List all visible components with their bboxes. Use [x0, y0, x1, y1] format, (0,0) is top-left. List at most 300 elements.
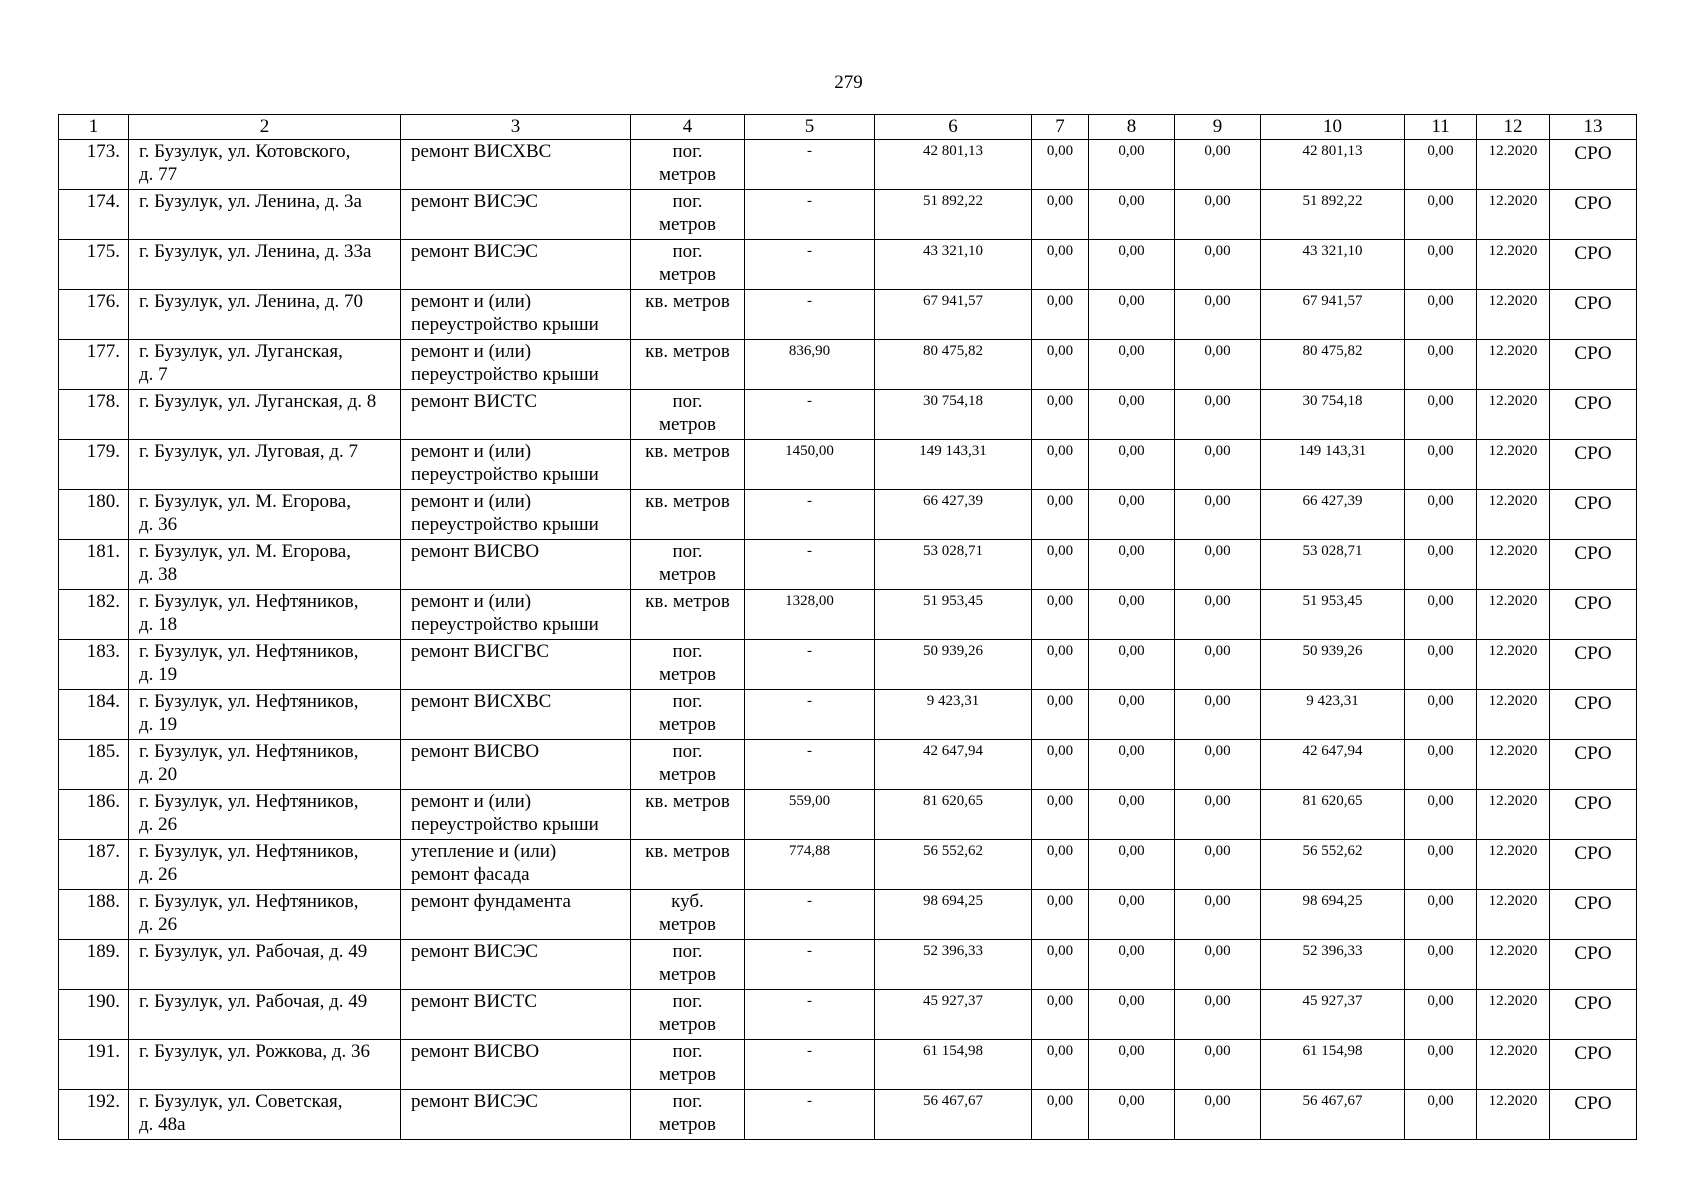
value-cell-8: 0,00 — [1089, 140, 1175, 190]
address-cell — [129, 290, 401, 340]
total-cost-cell: 51 892,22 — [875, 190, 1032, 240]
value-cell-7: 0,00 — [1032, 340, 1089, 390]
address-cell-line: г. Бузулук, ул. Котовского, — [139, 141, 351, 162]
value-cell-7: 0,00 — [1032, 1040, 1089, 1090]
value-cell-9: 0,00 — [1175, 1090, 1261, 1140]
unit-cell-line: метров — [659, 264, 716, 285]
date-cell: 12.2020 — [1477, 340, 1550, 390]
value-cell-7: 0,00 — [1032, 1090, 1089, 1140]
address-cell — [129, 940, 401, 990]
work-type-cell-line: ремонт ВИСВО — [411, 741, 540, 762]
address-cell-line: г. Бузулук, ул. Советская, — [139, 1091, 343, 1112]
unit-cell — [631, 290, 745, 340]
method-cell: СРО — [1550, 740, 1637, 790]
value-cell-9: 0,00 — [1175, 140, 1261, 190]
area-cell: - — [745, 390, 875, 440]
work-type-cell — [401, 640, 631, 690]
total-cost-cell: 42 647,94 — [875, 740, 1032, 790]
work-type-cell — [401, 890, 631, 940]
work-type-cell-line: ремонт ВИСЭС — [411, 941, 538, 962]
method-cell: СРО — [1550, 690, 1637, 740]
unit-cell-line: пог. — [672, 991, 703, 1012]
value-cell-9: 0,00 — [1175, 840, 1261, 890]
value-cell-9: 0,00 — [1175, 240, 1261, 290]
unit-cell-line: кв. метров — [645, 791, 730, 812]
address-cell-line: д. 36 — [139, 514, 178, 535]
address-cell — [129, 140, 401, 190]
area-cell: - — [745, 240, 875, 290]
total-cost-cell: 56 467,67 — [875, 1090, 1032, 1140]
area-cell: - — [745, 740, 875, 790]
column-number-header: 12 — [1477, 115, 1550, 140]
value-cell-9: 0,00 — [1175, 740, 1261, 790]
address-cell-line: д. 26 — [139, 814, 178, 835]
work-type-cell-line: утепление и (или) — [411, 841, 557, 862]
area-cell: 1450,00 — [745, 440, 875, 490]
address-cell-line: д. 7 — [139, 364, 168, 385]
table-row — [59, 340, 1637, 390]
date-cell: 12.2020 — [1477, 640, 1550, 690]
row-number: 189. — [59, 940, 129, 990]
value-cell-8: 0,00 — [1089, 340, 1175, 390]
row-number: 173. — [59, 140, 129, 190]
address-cell — [129, 790, 401, 840]
unit-cell-line: кв. метров — [645, 591, 730, 612]
area-cell: - — [745, 190, 875, 240]
area-cell: - — [745, 890, 875, 940]
value-cell-8: 0,00 — [1089, 1090, 1175, 1140]
row-number: 191. — [59, 1040, 129, 1090]
unit-cell-line: пог. — [672, 941, 703, 962]
row-number: 180. — [59, 490, 129, 540]
total-cost-cell: 61 154,98 — [875, 1040, 1032, 1090]
value-cell-11: 0,00 — [1405, 940, 1477, 990]
date-cell: 12.2020 — [1477, 1040, 1550, 1090]
unit-cell-line: пог. — [672, 1091, 703, 1112]
work-type-cell-line: переустройство крыши — [411, 514, 599, 535]
row-number: 179. — [59, 440, 129, 490]
fund-cost-cell: 66 427,39 — [1261, 490, 1405, 540]
table-row — [59, 190, 1637, 240]
row-number: 182. — [59, 590, 129, 640]
value-cell-7: 0,00 — [1032, 140, 1089, 190]
value-cell-7: 0,00 — [1032, 690, 1089, 740]
unit-cell-line: кв. метров — [645, 441, 730, 462]
work-type-cell-line: ремонт ВИСТС — [411, 391, 538, 412]
date-cell: 12.2020 — [1477, 590, 1550, 640]
unit-cell-line: метров — [659, 414, 716, 435]
address-cell-line: г. Бузулук, ул. Ленина, д. 3а — [139, 191, 362, 212]
method-cell: СРО — [1550, 390, 1637, 440]
date-cell: 12.2020 — [1477, 940, 1550, 990]
address-cell-line: д. 20 — [139, 764, 178, 785]
value-cell-9: 0,00 — [1175, 1040, 1261, 1090]
area-cell: 559,00 — [745, 790, 875, 840]
area-cell: - — [745, 640, 875, 690]
value-cell-7: 0,00 — [1032, 740, 1089, 790]
work-type-cell — [401, 590, 631, 640]
table-body — [59, 140, 1637, 1140]
value-cell-8: 0,00 — [1089, 590, 1175, 640]
column-number-header: 3 — [401, 115, 631, 140]
work-type-cell-line: ремонт фундамента — [411, 891, 571, 912]
work-type-cell — [401, 1090, 631, 1140]
value-cell-9: 0,00 — [1175, 940, 1261, 990]
value-cell-8: 0,00 — [1089, 640, 1175, 690]
unit-cell-line: куб. — [671, 891, 704, 912]
work-type-cell — [401, 440, 631, 490]
fund-cost-cell: 50 939,26 — [1261, 640, 1405, 690]
total-cost-cell: 149 143,31 — [875, 440, 1032, 490]
method-cell: СРО — [1550, 340, 1637, 390]
table-row — [59, 290, 1637, 340]
unit-cell-line: метров — [659, 164, 716, 185]
row-number: 188. — [59, 890, 129, 940]
value-cell-9: 0,00 — [1175, 990, 1261, 1040]
value-cell-7: 0,00 — [1032, 990, 1089, 1040]
value-cell-8: 0,00 — [1089, 290, 1175, 340]
unit-cell-line: пог. — [672, 741, 703, 762]
address-cell — [129, 890, 401, 940]
address-cell-line: г. Бузулук, ул. Ленина, д. 33а — [139, 241, 372, 262]
area-cell: - — [745, 140, 875, 190]
work-type-cell — [401, 940, 631, 990]
address-cell-line: г. Бузулук, ул. Нефтяников, — [139, 741, 359, 762]
value-cell-7: 0,00 — [1032, 240, 1089, 290]
address-cell-line: д. 18 — [139, 614, 178, 635]
row-number: 184. — [59, 690, 129, 740]
value-cell-11: 0,00 — [1405, 340, 1477, 390]
date-cell: 12.2020 — [1477, 390, 1550, 440]
value-cell-11: 0,00 — [1405, 890, 1477, 940]
column-number-header: 11 — [1405, 115, 1477, 140]
fund-cost-cell: 9 423,31 — [1261, 690, 1405, 740]
work-type-cell — [401, 390, 631, 440]
total-cost-cell: 51 953,45 — [875, 590, 1032, 640]
value-cell-9: 0,00 — [1175, 340, 1261, 390]
table-row — [59, 1040, 1637, 1090]
address-cell-line: д. 77 — [139, 164, 178, 185]
value-cell-11: 0,00 — [1405, 1090, 1477, 1140]
address-cell-line: г. Бузулук, ул. Рабочая, д. 49 — [139, 991, 368, 1012]
total-cost-cell: 98 694,25 — [875, 890, 1032, 940]
address-cell-line: г. Бузулук, ул. Нефтяников, — [139, 791, 359, 812]
total-cost-cell: 43 321,10 — [875, 240, 1032, 290]
unit-cell — [631, 140, 745, 190]
table-row — [59, 690, 1637, 740]
work-type-cell — [401, 540, 631, 590]
value-cell-8: 0,00 — [1089, 190, 1175, 240]
work-type-cell-line: ремонт ВИСТС — [411, 991, 538, 1012]
method-cell: СРО — [1550, 240, 1637, 290]
address-cell-line: д. 48а — [139, 1114, 186, 1135]
value-cell-8: 0,00 — [1089, 390, 1175, 440]
work-type-cell-line: переустройство крыши — [411, 464, 599, 485]
column-number-header: 1 — [59, 115, 129, 140]
value-cell-8: 0,00 — [1089, 690, 1175, 740]
column-number-row — [59, 115, 1637, 140]
work-type-cell-line: ремонт ВИСЭС — [411, 1091, 538, 1112]
row-number: 186. — [59, 790, 129, 840]
fund-cost-cell: 98 694,25 — [1261, 890, 1405, 940]
address-cell — [129, 440, 401, 490]
fund-cost-cell: 67 941,57 — [1261, 290, 1405, 340]
address-cell — [129, 640, 401, 690]
date-cell: 12.2020 — [1477, 690, 1550, 740]
unit-cell — [631, 440, 745, 490]
total-cost-cell: 42 801,13 — [875, 140, 1032, 190]
fund-cost-cell: 81 620,65 — [1261, 790, 1405, 840]
address-cell-line: г. Бузулук, ул. Нефтяников, — [139, 841, 359, 862]
unit-cell-line: пог. — [672, 691, 703, 712]
value-cell-11: 0,00 — [1405, 240, 1477, 290]
work-type-cell-line: ремонт и (или) — [411, 341, 532, 362]
date-cell: 12.2020 — [1477, 790, 1550, 840]
work-type-cell-line: ремонт ВИСЭС — [411, 241, 538, 262]
row-number: 181. — [59, 540, 129, 590]
page-number: 279 — [834, 72, 863, 93]
method-cell: СРО — [1550, 890, 1637, 940]
table-row — [59, 990, 1637, 1040]
fund-cost-cell: 56 552,62 — [1261, 840, 1405, 890]
date-cell: 12.2020 — [1477, 540, 1550, 590]
fund-cost-cell: 149 143,31 — [1261, 440, 1405, 490]
area-cell: - — [745, 940, 875, 990]
date-cell: 12.2020 — [1477, 440, 1550, 490]
address-cell-line: г. Бузулук, ул. М. Егорова, — [139, 491, 351, 512]
address-cell-line: д. 19 — [139, 714, 178, 735]
unit-cell-line: метров — [659, 1064, 716, 1085]
date-cell: 12.2020 — [1477, 290, 1550, 340]
method-cell: СРО — [1550, 140, 1637, 190]
value-cell-8: 0,00 — [1089, 940, 1175, 990]
value-cell-9: 0,00 — [1175, 540, 1261, 590]
date-cell: 12.2020 — [1477, 240, 1550, 290]
address-cell-line: г. Бузулук, ул. Луговая, д. 7 — [139, 441, 359, 462]
table-row — [59, 740, 1637, 790]
method-cell: СРО — [1550, 590, 1637, 640]
unit-cell-line: метров — [659, 564, 716, 585]
table-row — [59, 790, 1637, 840]
unit-cell — [631, 490, 745, 540]
area-cell: - — [745, 1040, 875, 1090]
table-row — [59, 240, 1637, 290]
unit-cell — [631, 690, 745, 740]
unit-cell-line: кв. метров — [645, 841, 730, 862]
value-cell-7: 0,00 — [1032, 940, 1089, 990]
address-cell — [129, 740, 401, 790]
value-cell-9: 0,00 — [1175, 490, 1261, 540]
unit-cell — [631, 790, 745, 840]
address-cell — [129, 840, 401, 890]
work-type-cell-line: переустройство крыши — [411, 614, 599, 635]
work-type-cell-line: ремонт ВИСГВС — [411, 641, 550, 662]
address-cell-line: г. Бузулук, ул. М. Егорова, — [139, 541, 351, 562]
unit-cell-line: кв. метров — [645, 291, 730, 312]
value-cell-11: 0,00 — [1405, 540, 1477, 590]
value-cell-8: 0,00 — [1089, 540, 1175, 590]
unit-cell — [631, 590, 745, 640]
address-cell — [129, 540, 401, 590]
method-cell: СРО — [1550, 990, 1637, 1040]
table-row — [59, 890, 1637, 940]
table-row — [59, 840, 1637, 890]
address-cell — [129, 190, 401, 240]
value-cell-9: 0,00 — [1175, 890, 1261, 940]
value-cell-7: 0,00 — [1032, 490, 1089, 540]
value-cell-11: 0,00 — [1405, 190, 1477, 240]
row-number: 178. — [59, 390, 129, 440]
value-cell-9: 0,00 — [1175, 640, 1261, 690]
unit-cell-line: метров — [659, 714, 716, 735]
fund-cost-cell: 45 927,37 — [1261, 990, 1405, 1040]
unit-cell — [631, 940, 745, 990]
total-cost-cell: 66 427,39 — [875, 490, 1032, 540]
unit-cell — [631, 540, 745, 590]
value-cell-8: 0,00 — [1089, 1040, 1175, 1090]
unit-cell — [631, 340, 745, 390]
address-cell — [129, 240, 401, 290]
table-row — [59, 390, 1637, 440]
row-number: 183. — [59, 640, 129, 690]
value-cell-9: 0,00 — [1175, 440, 1261, 490]
fund-cost-cell: 30 754,18 — [1261, 390, 1405, 440]
fund-cost-cell: 51 892,22 — [1261, 190, 1405, 240]
unit-cell-line: пог. — [672, 241, 703, 262]
value-cell-7: 0,00 — [1032, 290, 1089, 340]
value-cell-9: 0,00 — [1175, 690, 1261, 740]
unit-cell-line: метров — [659, 664, 716, 685]
work-type-cell — [401, 990, 631, 1040]
area-cell: - — [745, 540, 875, 590]
total-cost-cell: 9 423,31 — [875, 690, 1032, 740]
value-cell-11: 0,00 — [1405, 390, 1477, 440]
unit-cell — [631, 190, 745, 240]
fund-cost-cell: 56 467,67 — [1261, 1090, 1405, 1140]
unit-cell-line: метров — [659, 1014, 716, 1035]
work-type-cell-line: ремонт ВИСХВС — [411, 691, 552, 712]
address-cell-line: г. Бузулук, ул. Луганская, д. 8 — [139, 391, 377, 412]
address-cell-line: г. Бузулук, ул. Рабочая, д. 49 — [139, 941, 368, 962]
repair-schedule-table — [58, 114, 1637, 1140]
unit-cell — [631, 640, 745, 690]
fund-cost-cell: 51 953,45 — [1261, 590, 1405, 640]
area-cell: 836,90 — [745, 340, 875, 390]
area-cell: 1328,00 — [745, 590, 875, 640]
work-type-cell-line: ремонт и (или) — [411, 791, 532, 812]
value-cell-7: 0,00 — [1032, 840, 1089, 890]
value-cell-11: 0,00 — [1405, 990, 1477, 1040]
area-cell: - — [745, 490, 875, 540]
date-cell: 12.2020 — [1477, 890, 1550, 940]
unit-cell-line: метров — [659, 214, 716, 235]
address-cell — [129, 1040, 401, 1090]
work-type-cell — [401, 290, 631, 340]
address-cell — [129, 490, 401, 540]
value-cell-11: 0,00 — [1405, 290, 1477, 340]
address-cell-line: г. Бузулук, ул. Нефтяников, — [139, 891, 359, 912]
address-cell — [129, 1090, 401, 1140]
value-cell-7: 0,00 — [1032, 540, 1089, 590]
unit-cell-line: кв. метров — [645, 491, 730, 512]
unit-cell-line: метров — [659, 764, 716, 785]
date-cell: 12.2020 — [1477, 840, 1550, 890]
date-cell: 12.2020 — [1477, 990, 1550, 1040]
value-cell-7: 0,00 — [1032, 390, 1089, 440]
total-cost-cell: 50 939,26 — [875, 640, 1032, 690]
value-cell-7: 0,00 — [1032, 640, 1089, 690]
work-type-cell-line: ремонт ВИСЭС — [411, 191, 538, 212]
address-cell — [129, 990, 401, 1040]
method-cell: СРО — [1550, 790, 1637, 840]
address-cell — [129, 590, 401, 640]
unit-cell-line: кв. метров — [645, 341, 730, 362]
fund-cost-cell: 43 321,10 — [1261, 240, 1405, 290]
column-number-header: 4 — [631, 115, 745, 140]
value-cell-8: 0,00 — [1089, 740, 1175, 790]
value-cell-11: 0,00 — [1405, 790, 1477, 840]
fund-cost-cell: 61 154,98 — [1261, 1040, 1405, 1090]
date-cell: 12.2020 — [1477, 1090, 1550, 1140]
value-cell-7: 0,00 — [1032, 440, 1089, 490]
fund-cost-cell: 42 801,13 — [1261, 140, 1405, 190]
table-row — [59, 640, 1637, 690]
column-number-header: 5 — [745, 115, 875, 140]
date-cell: 12.2020 — [1477, 740, 1550, 790]
unit-cell-line: пог. — [672, 391, 703, 412]
method-cell: СРО — [1550, 540, 1637, 590]
work-type-cell — [401, 840, 631, 890]
unit-cell-line: пог. — [672, 191, 703, 212]
column-number-header: 6 — [875, 115, 1032, 140]
fund-cost-cell: 52 396,33 — [1261, 940, 1405, 990]
method-cell: СРО — [1550, 1090, 1637, 1140]
work-type-cell-line: переустройство крыши — [411, 814, 599, 835]
area-cell: - — [745, 1090, 875, 1140]
work-type-cell-line: переустройство крыши — [411, 364, 599, 385]
work-type-cell-line: ремонт и (или) — [411, 441, 532, 462]
unit-cell — [631, 240, 745, 290]
value-cell-9: 0,00 — [1175, 790, 1261, 840]
total-cost-cell: 80 475,82 — [875, 340, 1032, 390]
table-row — [59, 590, 1637, 640]
total-cost-cell: 56 552,62 — [875, 840, 1032, 890]
work-type-cell-line: ремонт ВИСВО — [411, 1041, 540, 1062]
work-type-cell — [401, 690, 631, 740]
unit-cell-line: метров — [659, 914, 716, 935]
address-cell-line: г. Бузулук, ул. Рожкова, д. 36 — [139, 1041, 371, 1062]
value-cell-7: 0,00 — [1032, 790, 1089, 840]
table-row — [59, 140, 1637, 190]
date-cell: 12.2020 — [1477, 190, 1550, 240]
work-type-cell — [401, 340, 631, 390]
work-type-cell — [401, 790, 631, 840]
work-type-cell-line: ремонт и (или) — [411, 591, 532, 612]
unit-cell-line: пог. — [672, 641, 703, 662]
value-cell-11: 0,00 — [1405, 590, 1477, 640]
row-number: 175. — [59, 240, 129, 290]
value-cell-11: 0,00 — [1405, 690, 1477, 740]
total-cost-cell: 52 396,33 — [875, 940, 1032, 990]
fund-cost-cell: 42 647,94 — [1261, 740, 1405, 790]
unit-cell — [631, 840, 745, 890]
value-cell-7: 0,00 — [1032, 190, 1089, 240]
table-row — [59, 540, 1637, 590]
date-cell: 12.2020 — [1477, 140, 1550, 190]
row-number: 177. — [59, 340, 129, 390]
total-cost-cell: 53 028,71 — [875, 540, 1032, 590]
total-cost-cell: 30 754,18 — [875, 390, 1032, 440]
